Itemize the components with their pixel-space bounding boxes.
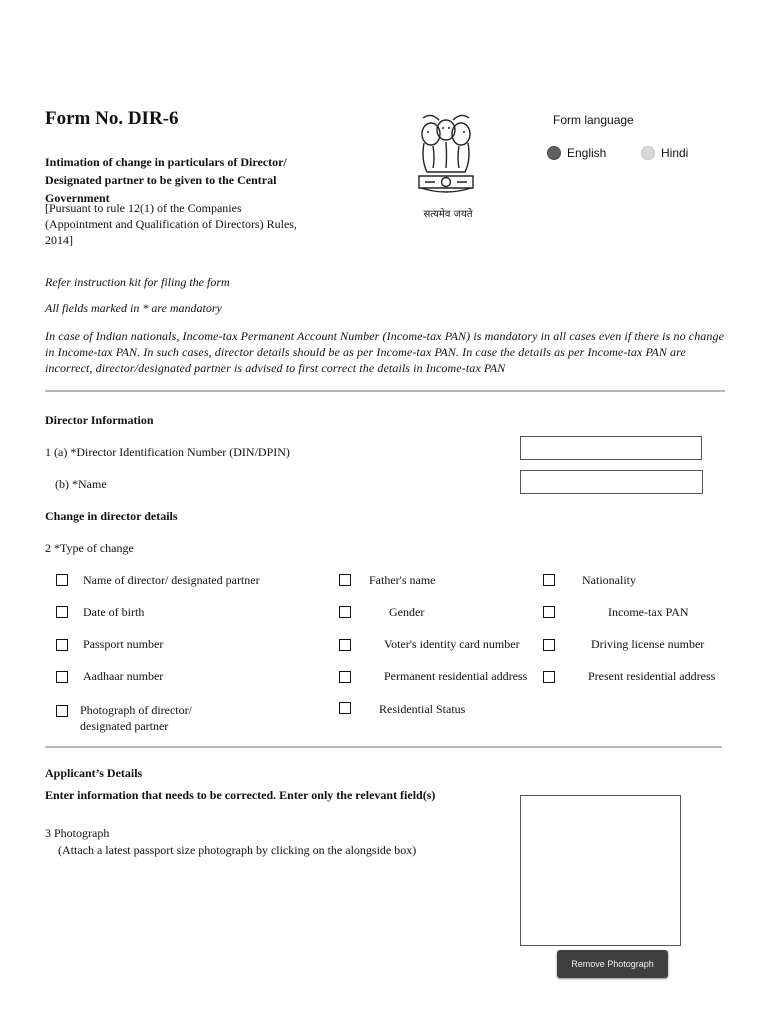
checkbox-permanent-address[interactable] — [339, 671, 351, 683]
form-language-label: Form language — [553, 113, 634, 127]
remove-photograph-button[interactable]: Remove Photograph — [557, 950, 668, 978]
photograph-hint: (Attach a latest passport size photograph by clicking on the alongside box) — [58, 843, 417, 857]
option-voter-id: Voter's identity card number — [384, 637, 520, 651]
din-input[interactable] — [520, 436, 702, 460]
option-photograph: Photograph of director/ designated partner — [80, 703, 192, 733]
form-title: Form No. DIR-6 — [45, 108, 179, 129]
director-info-heading: Director Information — [45, 413, 154, 427]
option-fathers-name: Father's name — [369, 573, 436, 587]
photograph-label: 3 Photograph — [45, 826, 110, 840]
checkbox-present-address[interactable] — [543, 671, 555, 683]
national-emblem — [411, 110, 481, 226]
option-nationality: Nationality — [582, 573, 636, 587]
option-income-tax-pan: Income-tax PAN — [608, 605, 689, 619]
name-input[interactable] — [520, 470, 703, 494]
language-english-label: English — [567, 146, 607, 160]
name-label: (b) *Name — [55, 477, 107, 491]
option-present-address: Present residential address — [588, 669, 716, 683]
option-residential-status: Residential Status — [379, 702, 466, 716]
rule-reference: [Pursuant to rule 12(1) of the Companies (Appointment and Qualification of Directors) Rules, 2014] — [45, 201, 297, 247]
option-permanent-address: Permanent residential address — [384, 669, 528, 683]
option-aadhaar-number: Aadhaar number — [83, 669, 164, 683]
checkbox-photograph[interactable] — [56, 705, 68, 717]
photograph-upload-box[interactable] — [520, 795, 681, 946]
checkbox-residential-status[interactable] — [339, 702, 351, 714]
option-passport-number: Passport number — [83, 637, 164, 651]
instruction-kit-note: Refer instruction kit for filing the form — [45, 275, 230, 289]
checkbox-nationality[interactable] — [543, 574, 555, 586]
checkbox-driving-license[interactable] — [543, 639, 555, 651]
radio-unselected-icon[interactable] — [641, 146, 655, 160]
option-name-of-director: Name of director/ designated partner — [83, 573, 260, 587]
applicant-instruction: Enter information that needs to be corrected. Enter only the relevant field(s) — [45, 788, 436, 802]
option-date-of-birth: Date of birth — [83, 605, 145, 619]
language-hindi-label: Hindi — [661, 146, 689, 160]
language-option-hindi[interactable] — [641, 146, 688, 160]
checkbox-voter-id[interactable] — [339, 639, 351, 651]
pan-note: In case of Indian nationals, Income-tax Permanent Account Number (Income-tax PAN) is mandatory in all cases even if there is no change in Income-tax PAN. In such cases, director details should be as per Income-tax PAN. In case the details as per Income-tax PAN are incorrect, director/designated partner is advised to first correct the details in Income-tax PAN — [45, 329, 725, 375]
form-subtitle: Intimation of change in particulars of Director/ Designated partner to be given to the Central Government — [45, 155, 287, 205]
checkbox-date-of-birth[interactable] — [56, 606, 68, 618]
divider — [45, 746, 722, 748]
option-driving-license: Driving license number — [591, 637, 705, 651]
divider — [45, 390, 725, 392]
checkbox-fathers-name[interactable] — [339, 574, 351, 586]
type-of-change-label: 2 *Type of change — [45, 541, 134, 555]
checkbox-name-of-director[interactable] — [56, 574, 68, 586]
checkbox-aadhaar-number[interactable] — [56, 671, 68, 683]
checkbox-income-tax-pan[interactable] — [543, 606, 555, 618]
emblem-motto: सत्यमेव जयते — [423, 209, 473, 220]
checkbox-gender[interactable] — [339, 606, 351, 618]
option-gender: Gender — [389, 605, 425, 619]
mandatory-note: All fields marked in * are mandatory — [45, 301, 222, 315]
checkbox-passport-number[interactable] — [56, 639, 68, 651]
applicant-heading: Applicant’s Details — [45, 766, 143, 780]
radio-selected-icon[interactable] — [547, 146, 561, 160]
language-option-english[interactable] — [547, 146, 606, 160]
change-details-heading: Change in director details — [45, 509, 178, 523]
din-label: 1 (a) *Director Identification Number (DIN/DPIN) — [45, 445, 290, 459]
